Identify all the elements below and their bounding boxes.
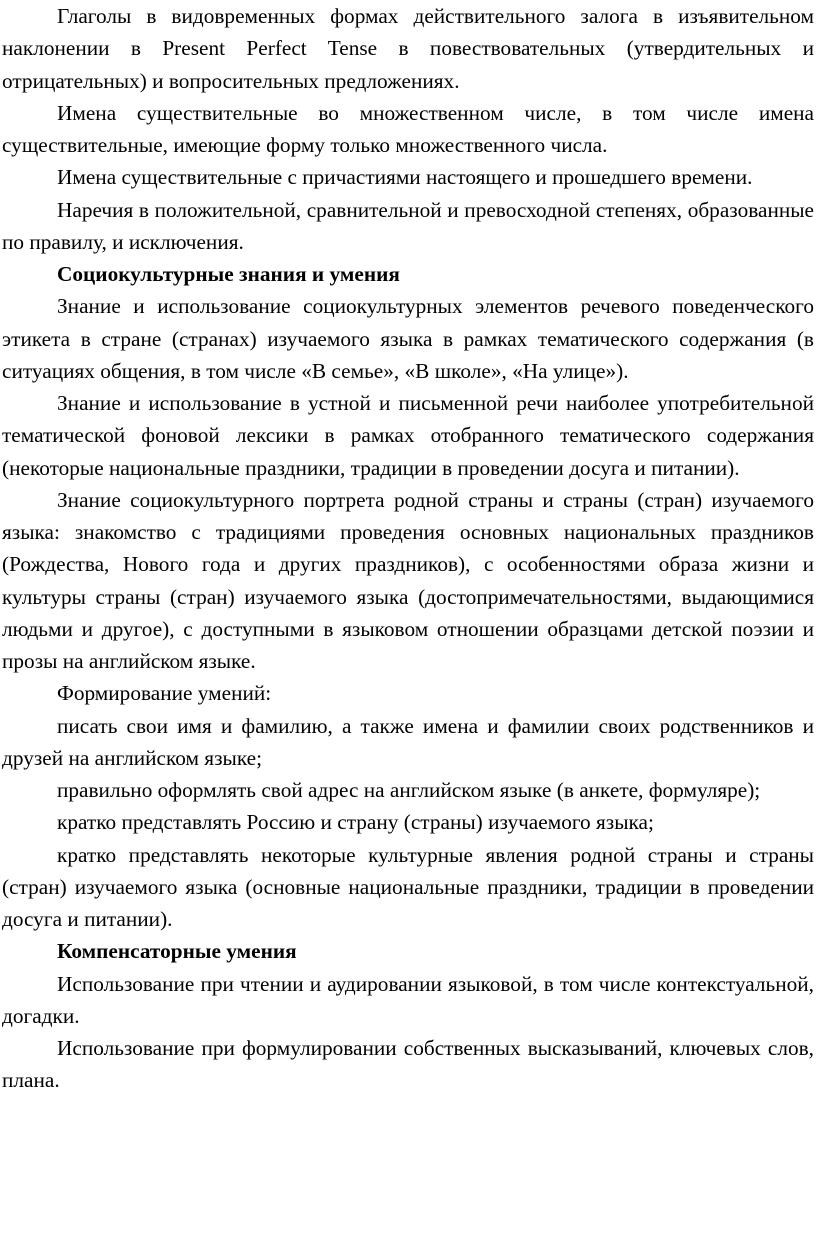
paragraph-sociocultural-portrait: Знание социокультурного портрета родной страны и страны (стран) изучаемого языка: знакомство с традициями проведения основных национальных праздников (Рождества, Нового года и других праздников), с особенностями образа жизни и культуры страны (стран) изучаемого языка (достопримечательностями, выдающимися людьми и другое), с доступными в языковом отношении образцами детской поэзии и прозы на английском языке. xyxy=(2,487,814,673)
paragraph-background-vocabulary: Знание и использование в устной и письменной речи наиболее употребительной тематической фоновой лексики в рамках отобранного тематического содержания (некоторые национальные праздники, традиции в проведении досуга и питании). xyxy=(2,391,814,480)
paragraph-skills-intro: Формирование умений: xyxy=(57,681,272,706)
paragraph-present-russia: кратко представлять Россию и страну (страны) изучаемого языка; xyxy=(57,810,654,835)
paragraph-contextual-guessing: Использование при чтении и аудировании языковой, в том числе контекстуальной, догадки. xyxy=(2,971,814,1028)
paragraph-nouns-participles: Имена существительные с причастиями настоящего и прошедшего времени. xyxy=(57,165,753,190)
paragraph-speech-etiquette: Знание и использование социокультурных элементов речевого поведенческого этикета в стране (странах) изучаемого языка в рамках тематического содержания (в ситуациях общения, в том числе «В семье», «В школе», «На улице»). xyxy=(2,294,814,383)
paragraph-plural-nouns: Имена существительные во множественном числе, в том числе имена существительные, имеющие форму только множественного числа. xyxy=(2,100,814,157)
paragraph-keywords-plan: Использование при формулировании собственных высказываний, ключевых слов, плана. xyxy=(2,1036,814,1093)
heading-sociocultural: Социокультурные знания и умения xyxy=(57,262,400,286)
paragraph-write-names: писать свои имя и фамилию, а также имена и фамилии своих родственников и друзей на английском языке; xyxy=(2,713,814,770)
paragraph-adverbs-degrees: Наречия в положительной, сравнительной и превосходной степенях, образованные по правилу, и исключения. xyxy=(2,197,814,254)
heading-compensatory: Компенсаторные умения xyxy=(57,939,297,964)
paragraph-present-culture: кратко представлять некоторые культурные явления родной страны и страны (стран) изучаемого языка (основные национальные праздники, традиции в проведении досуга и питании). xyxy=(2,842,814,931)
paragraph-write-address: правильно оформлять свой адрес на английском языке (в анкете, формуляре); xyxy=(57,778,761,802)
paragraph-verbs-present-perfect: Глаголы в видовременных формах действительного залога в изъявительном наклонении в Present Perfect Tense в повествовательных (утвердительных и отрицательных) и вопросительных предложениях. xyxy=(2,4,814,93)
